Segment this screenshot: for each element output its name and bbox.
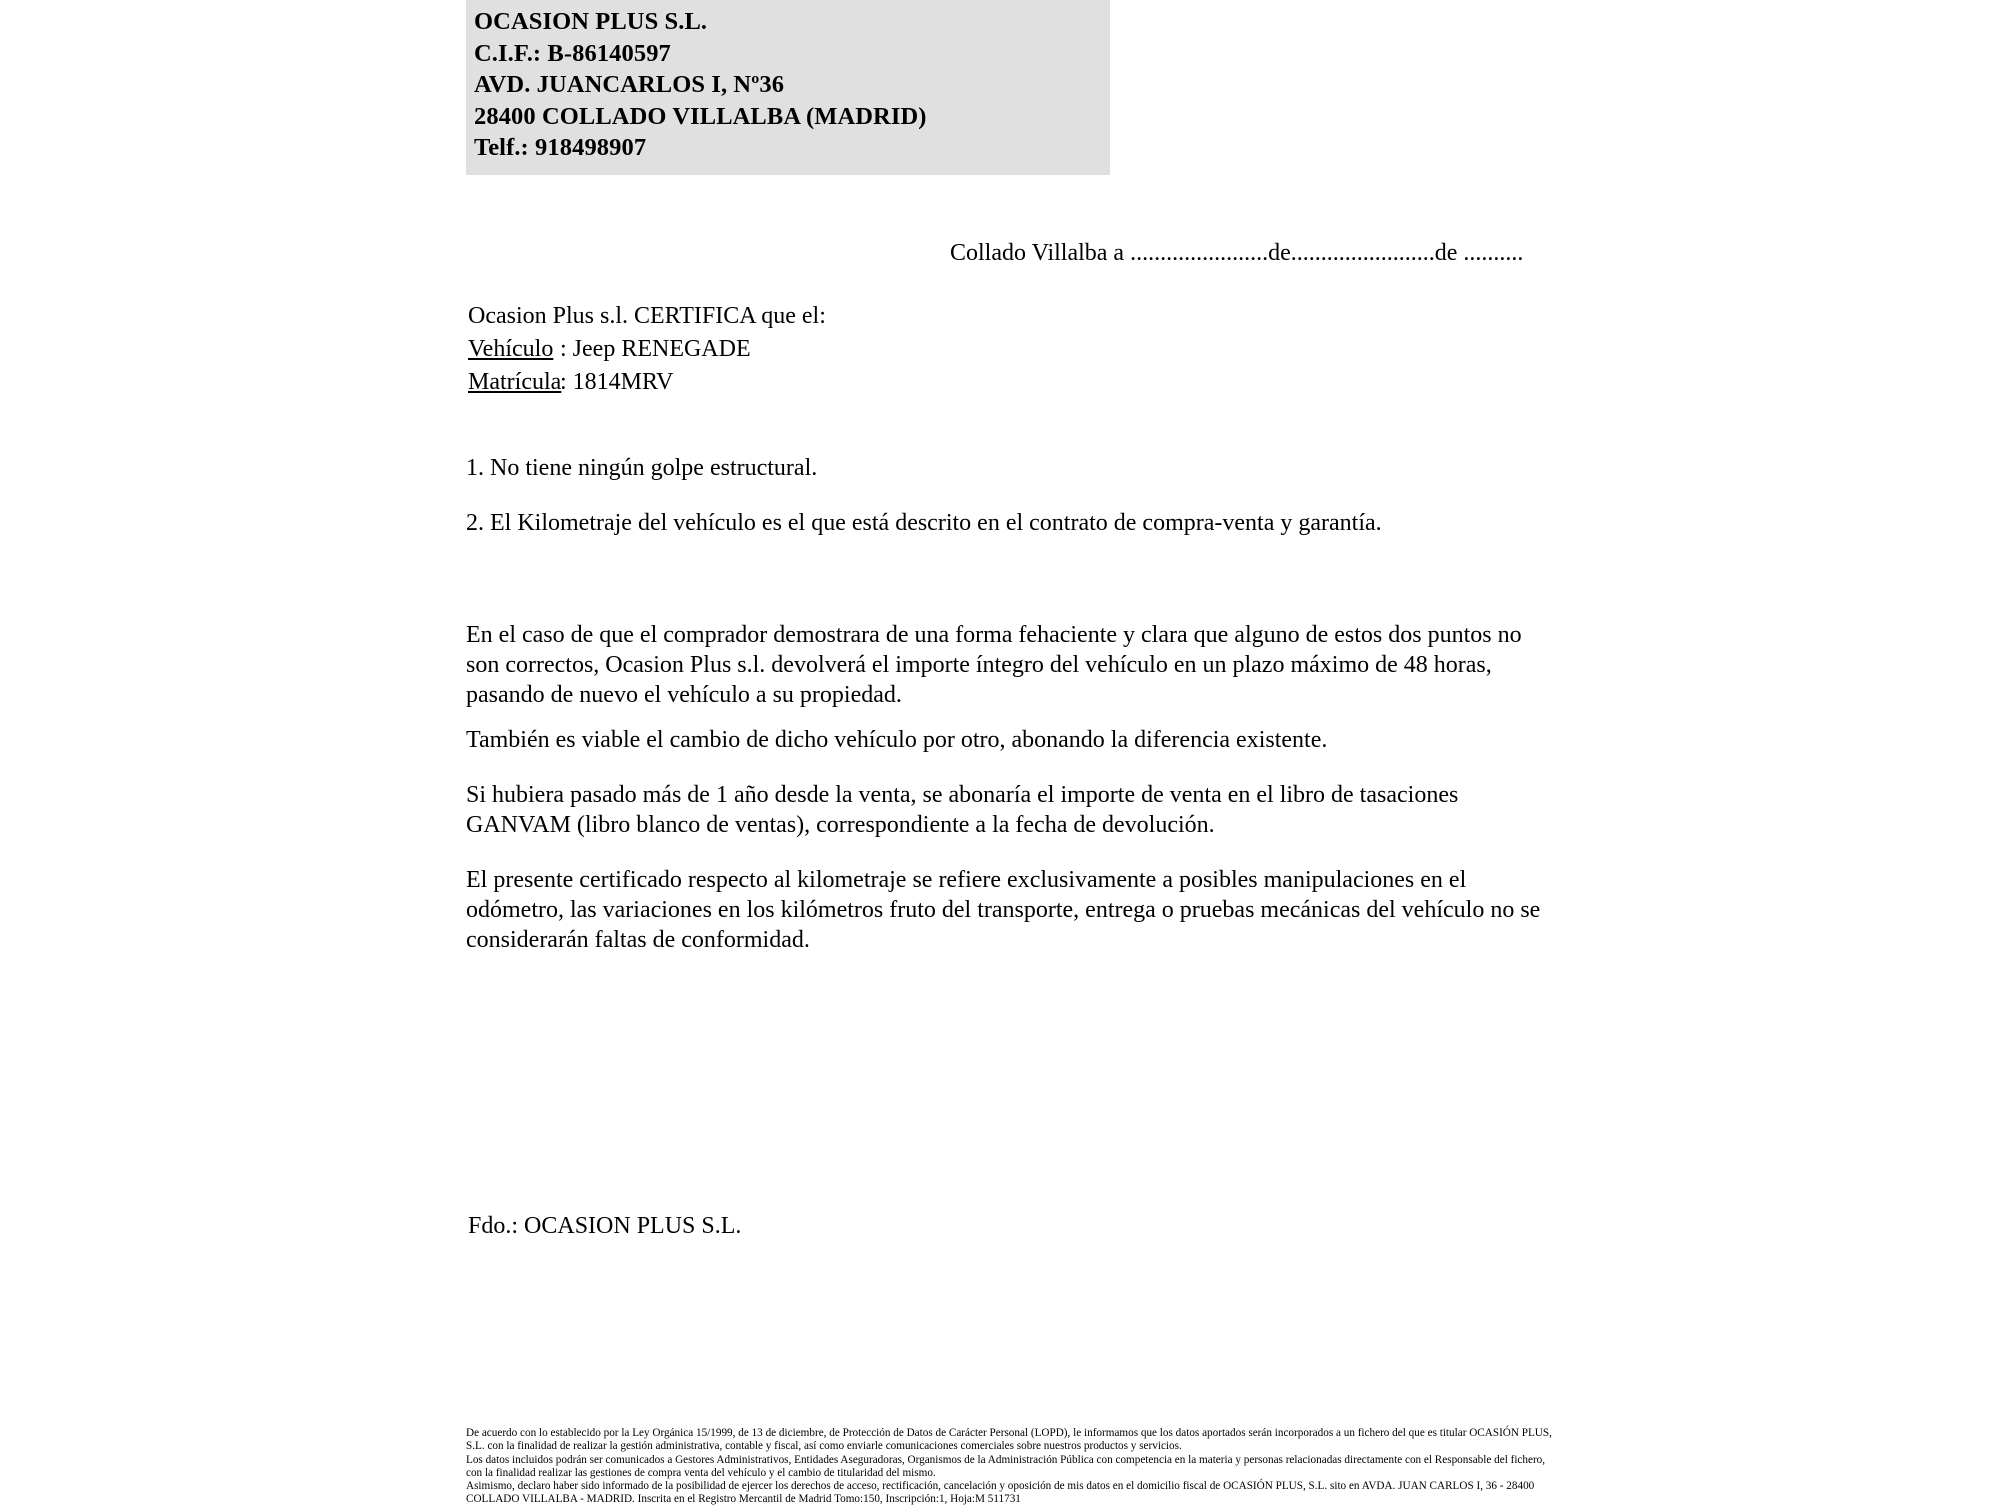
certification-point-1: 1. No tiene ningún golpe estructural. (466, 455, 818, 481)
plate-row (468, 366, 826, 399)
date-line: Collado Villalba a .......................de........................de .......... (950, 240, 1524, 266)
signature-line: Fdo.: OCASION PLUS S.L. (468, 1213, 742, 1239)
company-phone: Telf.: 918498907 (474, 134, 647, 161)
legal-paragraph-1: De acuerdo con lo establecido por la Ley Orgánica 15/1999, de 13 de diciembre, de Protección de Datos de Carácter Personal (LOPD), le informamos que los datos aportados serán incorporados a un fichero del que es titular OCASIÓN PLUS, S.L. con la finalidad de realizar la gestión administrativa, contable y fiscal, así como enviarle comunicaciones comerciales sobre nuestros productos y servicios. (466, 1427, 1552, 1453)
legal-paragraph-3: Asimismo, declaro haber sido informado de la posibilidad de ejercer los derechos de acceso, rectificación, cancelación y oposición de mis datos en el domicilio fiscal de OCASIÓN PLUS, S.L. sito en AVDA. JUAN CARLOS I, 36 - 28400 COLLADO VILLALBA - MADRID. Inscrita en el Registro Mercantil de Madrid Tomo:150, Inscripción:1, Hoja:M 511731 (466, 1480, 1535, 1506)
paragraph-exchange-option: También es viable el cambio de dicho vehículo por otro, abonando la diferencia existente. (466, 727, 1328, 753)
company-header-block (466, 0, 1110, 175)
company-name: OCASION PLUS S.L. (474, 8, 708, 35)
vehicle-row (468, 333, 826, 366)
company-cif: C.I.F.: B-86140597 (474, 39, 671, 67)
certification-block (468, 300, 826, 399)
paragraph-one-year-clause: Si hubiera pasado más de 1 año desde la venta, se abonaría el importe de venta en el libro de tasaciones GANVAM (libro blanco de ventas), correspondiente a la fecha de devolución. (466, 782, 1459, 838)
plate-value: : 1814MRV (560, 369, 674, 395)
certification-intro: Ocasion Plus s.l. CERTIFICA que el: (468, 303, 826, 329)
vehicle-label: Vehículo (468, 336, 554, 362)
certification-point-2: 2. El Kilometraje del vehículo es el que está descrito en el contrato de compra-venta y garantía. (466, 510, 1382, 536)
vehicle-value: : Jeep RENEGADE (560, 336, 751, 362)
legal-footer (466, 1427, 1558, 1507)
paragraph-refund-terms: En el caso de que el comprador demostrara de una forma fehaciente y clara que alguno de estos dos puntos no son correctos, Ocasion Plus s.l. devolverá el importe íntegro del vehículo en un plazo máximo de 48 horas, pasando de nuevo el vehículo a su propiedad. (466, 622, 1522, 708)
company-address-city: 28400 COLLADO VILLALBA (MADRID) (474, 102, 927, 130)
company-address-street: AVD. JUANCARLOS I, Nº36 (474, 71, 785, 98)
plate-label: Matrícula (468, 369, 562, 395)
legal-paragraph-2: Los datos incluidos podrán ser comunicados a Gestores Administrativos, Entidades Aseguradoras, Organismos de la Administración Pública con competencia en la materia y personas relacionadas directamente con el Responsable del fichero, con la finalidad realizar las gestiones de compra venta del vehículo y el cambio de titularidad del mismo. (466, 1453, 1546, 1479)
paragraph-odometer-scope: El presente certificado respecto al kilometraje se refiere exclusivamente a posibles manipulaciones en el odómetro, las variaciones en los kilómetros fruto del transporte, entrega o pruebas mecánicas del vehículo no se considerarán faltas de conformidad. (466, 867, 1541, 953)
